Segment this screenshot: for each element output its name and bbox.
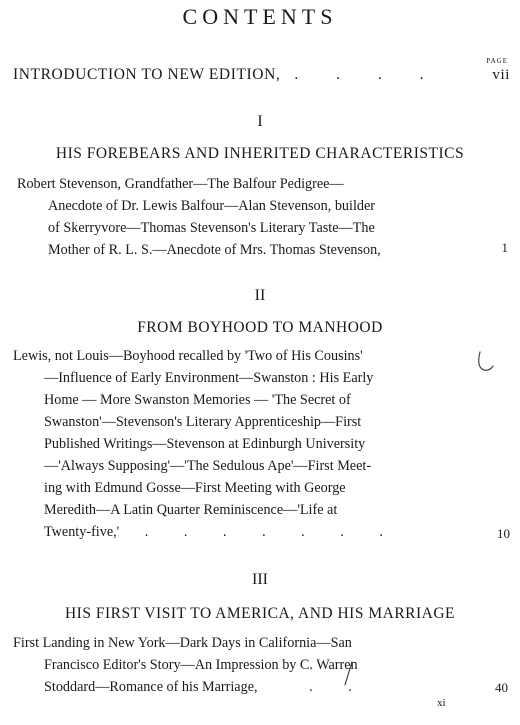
intro-entry [13,66,510,88]
chapter-2-page-number: 10 [497,526,510,541]
chapter-1-line: Robert Stevenson, Grandfather—The Balfour Pedigree— [17,176,344,192]
folio-number: xi [437,697,446,709]
page-column-label: PAGE [486,57,508,65]
chapter-2-numeral: II [254,287,266,304]
chapter-1-entry [17,173,477,261]
chapter-2-last-line [13,521,477,543]
chapter-2-line: Twenty-five,' [44,524,120,540]
chapter-2-line: Lewis, not Louis—Boyhood recalled by 'Two of His Cousins' [13,348,363,364]
chapter-2-line: —Influence of Early Environment—Swanston : His Early [44,370,374,386]
chapter-3-last-line [13,676,473,698]
chapter-2-line: Home — More Swanston Memories — 'The Secret of [44,392,351,408]
chapter-3-line: First Landing in New York—Dark Days in California—San [13,635,352,651]
chapter-3-numeral: III [252,571,268,588]
chapter-1-numeral: I [257,113,263,130]
chapter-1-page-number: 1 [501,240,508,255]
pencil-stroke-icon [340,660,356,688]
chapter-2-line: Swanston'—Stevenson's Literary Apprenticeship—First [44,414,362,430]
chapter-2-line: Meredith—A Latin Quarter Reminiscence—'Life at [44,502,338,518]
chapter-3-line: Stoddard—Romance of his Marriage, [44,679,258,695]
chapter-1-line: Mother of R. L. S.—Anecdote of Mrs. Thomas Stevenson, [48,242,381,258]
chapter-2-leader-dots: . . . . . . . [144,524,399,540]
chapter-2-line: ing with Edmund Gosse—First Meeting with George [44,480,346,496]
chapter-2-line: —'Always Supposing'—'The Sedulous Ape'—First Meet- [44,458,372,474]
pencil-mark-icon [474,350,496,376]
chapter-2-entry [13,345,477,543]
chapter-2-line: Published Writings—Stevenson at Edinburgh University [44,436,366,452]
chapter-1-line: of Skerryvore—Thomas Stevenson's Literary Taste—The [48,220,375,236]
intro-page-number: vii [492,67,510,83]
chapter-3-entry [13,632,473,698]
chapter-3-page-number: 40 [495,680,508,695]
intro-entry-title: INTRODUCTION TO NEW EDITION, [13,66,281,83]
chapter-3-heading: HIS FIRST VISIT TO AMERICA, AND HIS MARRIAGE [64,605,456,622]
chapter-1-heading: HIS FOREBEARS AND INHERITED CHARACTERISTICS [55,145,465,162]
chapter-1-line: Anecdote of Dr. Lewis Balfour—Alan Stevenson, builder [48,198,376,214]
intro-leader-dots: . . . . [294,66,441,83]
chapter-3-leader-dots: . . [309,679,368,695]
chapter-2-heading: FROM BOYHOOD TO MANHOOD [137,319,383,336]
page-title: CONTENTS [182,4,338,29]
chapter-3-line: Francisco Editor's Story—An Impression by C. Warren [44,657,358,673]
